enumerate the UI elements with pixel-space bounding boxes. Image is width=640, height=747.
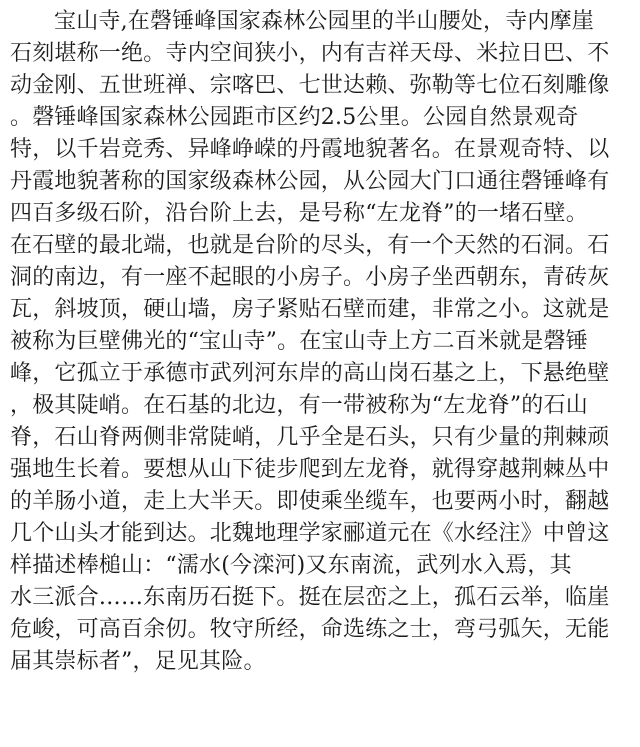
text-line-9: 洞的南边，有一座不起眼的小房子。小房子坐西朝东，青砖灰 bbox=[10, 265, 610, 290]
text-line-3: 动金刚、五世班禅、宗喀巴、七世达赖、弥勒等七位石刻雕像 bbox=[10, 73, 610, 98]
article-body bbox=[10, 6, 635, 678]
text-line-13: ，极其陡峭。在石基的北边，有一带被称为“左龙脊”的石山 bbox=[10, 393, 588, 418]
text-line-14: 脊，石山脊两侧非常陡峭，几乎全是石头，只有少量的荆棘顽 bbox=[10, 425, 610, 450]
text-line-10: 瓦，斜坡顶，硬山墙，房子紧贴石壁而建，非常之小。这就是 bbox=[10, 297, 610, 322]
text-line-12: 峰，它孤立于承德市武列河东岸的高山岗石基之上，下悬绝壁 bbox=[10, 361, 610, 386]
text-line-20: 危峻，可高百余仞。牧守所经，命选练之士，弯弓弧矢，无能 bbox=[10, 617, 610, 642]
text-line-17: 几个山头才能到达。北魏地理学家郦道元在《水经注》中曾这 bbox=[10, 521, 610, 546]
text-line-8: 在石壁的最北端，也就是台阶的尽头，有一个天然的石洞。石 bbox=[10, 233, 610, 258]
text-line-16: 的羊肠小道，走上大半天。即使乘坐缆车，也要两小时，翻越 bbox=[10, 489, 610, 514]
text-line-19: 水三派合……东南历石挺下。挺在层峦之上，孤石云举，临崖 bbox=[10, 585, 610, 610]
text-line-1: 宝山寺,在磬锤峰国家森林公园里的半山腰处，寺内摩崖 bbox=[54, 9, 594, 34]
text-line-4: 。磬锤峰国家森林公园距市区约2.5公里。公园自然景观奇 bbox=[10, 105, 579, 130]
text-line-21: 届其崇标者”，足见其险。 bbox=[10, 649, 266, 674]
text-line-5: 特，以千岩竞秀、异峰峥嵘的丹霞地貌著名。在景观奇特、以 bbox=[10, 137, 610, 162]
text-line-6: 丹霞地貌著称的国家级森林公园，从公园大门口通往磬锤峰有 bbox=[10, 169, 610, 194]
text-line-11: 被称为巨壁佛光的“宝山寺”。在宝山寺上方二百米就是磬锤 bbox=[10, 329, 588, 354]
text-line-15: 强地生长着。要想从山下徒步爬到左龙脊，就得穿越荆棘丛中 bbox=[10, 457, 610, 482]
text-line-18: 样描述棒槌山：“濡水(今滦河)又东南流，武列水入焉，其 bbox=[10, 553, 572, 578]
text-line-7: 四百多级石阶，沿台阶上去，是号称“左龙脊”的一堵石壁。 bbox=[10, 201, 588, 226]
text-line-2: 石刻堪称一绝。寺内空间狭小，内有吉祥天母、米拉日巴、不 bbox=[10, 41, 610, 66]
